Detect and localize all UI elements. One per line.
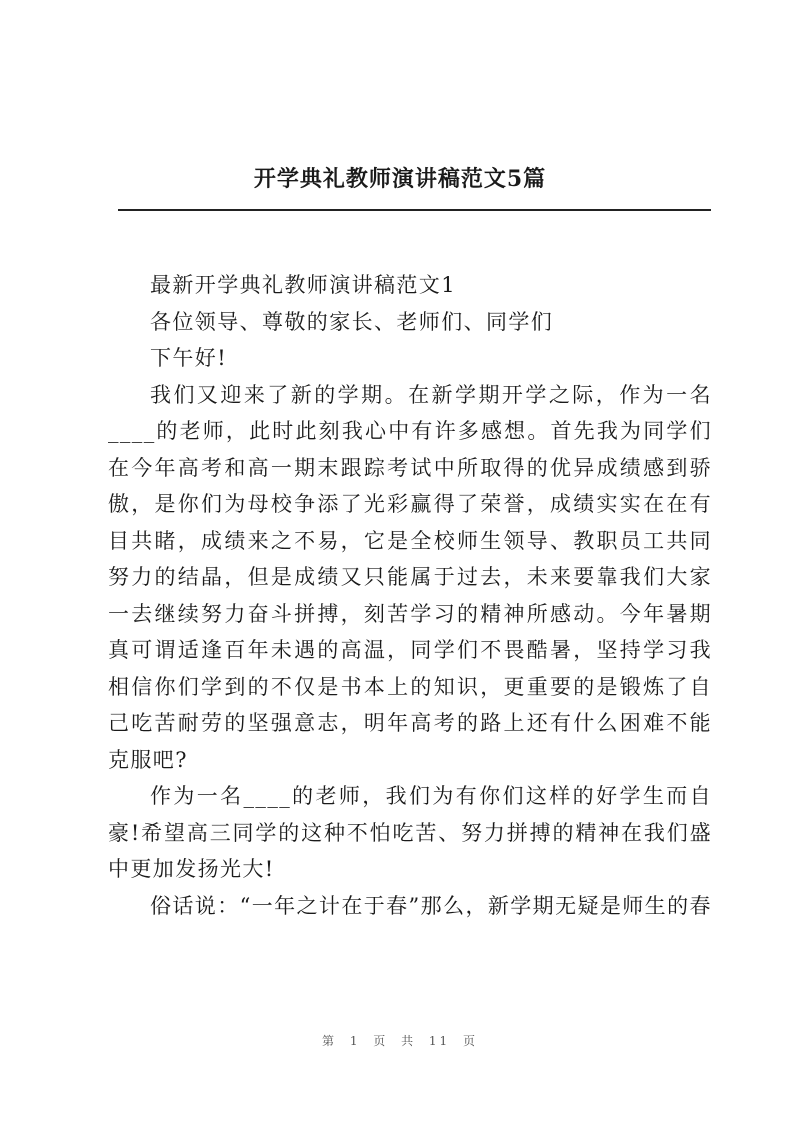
paragraph-body: 我们又迎来了新的学期。在新学期开学之际，作为一名____的老师，此时此刻我心中有许多感想。首先我为同学们在今年高考和高一期末跟踪考试中所取得的优异成绩感到骄傲，是你们为母校争添了光彩赢得了荣誉，成绩实实在在有目共睹，成绩来之不易，它是全校师生领导、教职员工共同努力的结晶，但是成绩又只能属于过去，未来要靠我们大家一去继续努力奋斗拼搏，刻苦学习的精神所感动。今年暑期真可谓适逢百年未遇的高温，同学们不畏酷暑，坚持学习我相信你们学到的不仅是书本上的知识，更重要的是锻炼了自己吃苦耐劳的坚强意志，明年高考的路上还有什么困难不能克服吧? [108,382,712,772]
document-title: 开学典礼教师演讲稿范文5篇 [253,166,547,192]
paragraph-body: 作为一名____的老师，我们为有你们这样的好学生而自豪!希望高三同学的这种不怕吃苦、努力拼搏的精神在我们盛中更加发扬光大! [108,784,712,881]
document-body [108,267,712,924]
paragraph-body: 俗话说：“一年之计在于春”那么，新学期无疑是师生的春 [150,893,712,918]
page-number-footer: 第 1 页 共 11 页 [322,1034,478,1048]
title-divider [118,209,711,211]
paragraph-heading: 最新开学典礼教师演讲稿范文1 [150,273,456,297]
paragraph-greeting: 下午好! [150,346,228,370]
paragraph-salutation: 各位领导、尊敬的家长、老师们、同学们 [150,309,554,334]
